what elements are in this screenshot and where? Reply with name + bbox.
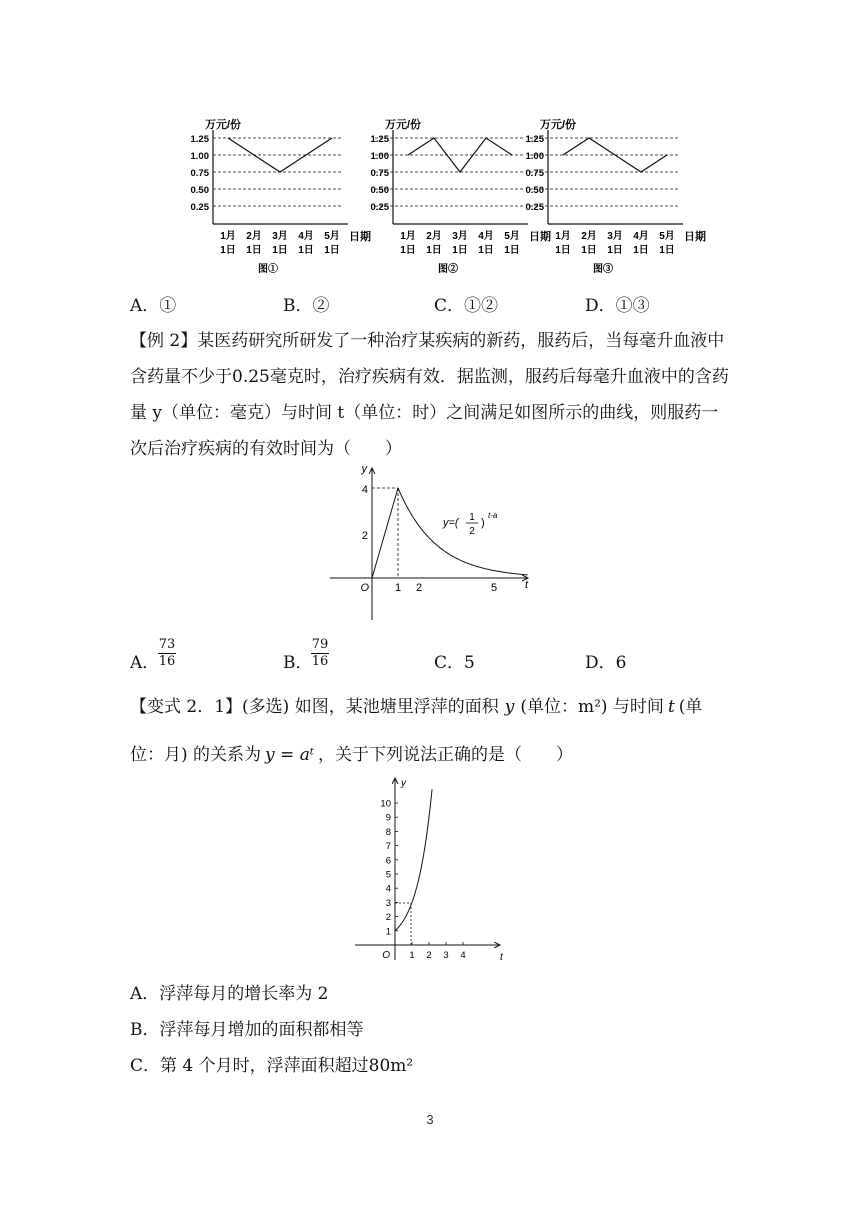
q1-option-d: D．①③ [585,296,650,316]
chart-caption: 图③ [593,264,613,275]
page-number: 3 [426,1112,434,1127]
x-tick-day: 1日 [272,245,288,256]
y-tick-label: 0.75 [190,168,209,179]
origin-label: O [382,950,390,961]
drug-concentration-graph [325,460,535,625]
x-tick-day: 1日 [400,245,416,256]
formula-denominator: 2 [469,526,475,537]
x-tick-day: 1日 [633,245,649,256]
y-tick-label: 0.25 [525,202,544,213]
y-tick-label: 0.75 [525,168,544,179]
x-tick-month: 3月 [607,231,623,242]
x-axis-label: t [500,952,503,963]
x-tick-month: 1月 [220,231,236,242]
x-tick-day: 1日 [581,245,597,256]
example2-line-2: 含药量不少于0.25毫克时，治疗疾病有效．据监测，服药后每毫升血液中的含药 [130,367,729,387]
y-tick-label: 1.00 [525,151,544,162]
variant-line-1 [130,692,702,717]
formula-rhs: ) [481,517,485,529]
example2-line-3: 量 y（单位：毫克）与时间 t（单位：时）之间满足如图所示的曲线，则服药一 [130,403,719,423]
x-tick-2: 2 [415,582,423,594]
y-axis-label: y [401,778,406,789]
y-tick-label: 3 [385,897,391,909]
y-tick-2: 2 [361,530,368,542]
x-tick-month: 3月 [272,231,288,242]
y-tick-label: 0.75 [370,168,389,179]
x-tick-month: 2月 [246,231,262,242]
x-tick-day: 1日 [246,245,262,256]
q2-option-c: C．5 [434,653,475,673]
x-tick-month: 4月 [478,231,494,242]
y-tick-label: 0.25 [370,202,389,213]
y-tick-label: 8 [385,826,391,838]
y-tick-label: 7 [385,841,391,853]
x-tick-month: 1月 [400,231,416,242]
x-tick-month: 5月 [659,231,675,242]
y-tick-label: 2 [385,912,391,924]
y-tick-label: 6 [385,855,391,867]
y-tick-label: 1 [385,926,391,938]
x-axis-label: 日期 [529,231,551,243]
formula-numerator: 1 [469,512,475,523]
x-tick-1: 1 [394,582,402,594]
x-axis-label: 日期 [349,231,371,243]
variant-line2-pre: 位：月) 的关系为 [130,745,262,765]
q1-option-b: B．② [283,296,330,316]
x-tick-day: 1日 [659,245,675,256]
duckweed-area-graph [350,770,515,965]
y-tick-label: 0.25 [190,202,209,213]
y-tick-label: 1.25 [525,134,544,145]
variant-option-c: C．第 4 个月时，浮萍面积超过80m² [130,1056,414,1076]
chart-caption: 图① [258,264,278,275]
x-tick-month: 5月 [324,231,340,242]
decay-curve [398,488,528,575]
y-tick-label: 1.25 [190,134,209,145]
x-tick-day: 1日 [298,245,314,256]
chart-caption: 图② [438,264,458,275]
y-tick-label: 5 [385,869,391,881]
x-tick-5: 5 [490,582,498,594]
variant-formula: y = aᵗ [265,745,315,765]
formula-exponent: t-a [488,511,498,520]
x-tick-day: 1日 [324,245,340,256]
variant-line2-post: ，关于下列说法正确的是（ ） [318,745,574,765]
q2-option-a-denominator: 16 [158,654,176,669]
q1-option-a: A．① [130,296,177,316]
y-axis-label: y [361,463,367,475]
growth-curve [395,789,432,931]
formula-lhs: y=( [443,517,459,529]
x-tick-day: 1日 [478,245,494,256]
q2-option-d: D．6 [585,653,627,673]
variant-var-y: y [504,697,515,717]
y-tick-label: 1.00 [190,151,209,162]
variant-line-2 [130,740,573,765]
variant-var-t: t [667,697,675,717]
price-chart-3 [526,117,707,275]
q2-option-b-fraction [311,637,329,670]
y-tick-label: 0.50 [525,185,544,196]
x-tick-label: 3 [443,950,449,961]
y-tick-label: 0.50 [370,185,389,196]
x-tick-month: 5月 [504,231,520,242]
y-axis-label: 万元/份 [540,119,577,131]
x-axis-label: t [525,579,529,591]
y-tick-label: 4 [385,883,391,895]
origin-label: O [360,582,369,594]
x-tick-day: 1日 [555,245,571,256]
x-tick-label: 1 [409,950,415,961]
y-tick-label: 0.50 [190,185,209,196]
x-tick-month: 2月 [581,231,597,242]
x-tick-day: 1日 [504,245,520,256]
y-tick-label: 10 [380,798,391,810]
y-axis-label: 万元/份 [205,119,242,131]
y-tick-4: 4 [361,484,368,496]
top-charts [170,110,706,280]
q2-option-b-letter: B． [283,653,313,673]
q2-option-b-numerator: 79 [311,637,329,652]
price-chart-2 [371,117,552,275]
y-tick-label: 1.00 [370,151,389,162]
variant-line1-post: (单 [678,697,703,717]
example2-line-1: 【例 2】某医药研究所研发了一种治疗某疾病的新药，服药后，当每毫升血液中 [130,331,725,351]
x-tick-label: 4 [460,950,466,961]
x-tick-month: 1月 [555,231,571,242]
variant-option-a: A．浮萍每月的增长率为 2 [130,984,329,1004]
x-tick-month: 4月 [298,231,314,242]
variant-line1-unit: (单位：m²) 与时间 [520,697,664,717]
q2-option-b-denominator: 16 [311,654,329,669]
rising-segment [372,488,398,578]
price-chart-1 [191,117,372,275]
x-tick-day: 1日 [426,245,442,256]
q2-option-a-numerator: 73 [158,637,176,652]
x-tick-day: 1日 [607,245,623,256]
x-axis-label: 日期 [684,231,706,243]
variant-option-b: B．浮萍每月增加的面积都相等 [130,1020,364,1040]
x-tick-day: 1日 [220,245,236,256]
y-tick-label: 9 [385,812,391,824]
x-tick-day: 1日 [452,245,468,256]
example2-line-4: 次后治疗疾病的有效时间为（ ） [130,439,402,459]
variant-line1-pre: 【变式 2．1】(多选) 如图，某池塘里浮萍的面积 [130,697,499,717]
q1-option-c: C．①② [434,296,499,316]
x-tick-month: 3月 [452,231,468,242]
x-tick-month: 4月 [633,231,649,242]
q2-option-a-fraction [158,637,176,670]
y-tick-label: 1.25 [370,134,389,145]
y-axis-label: 万元/份 [385,119,422,131]
q2-option-a-letter: A． [130,653,160,673]
x-tick-label: 2 [426,950,432,961]
x-tick-month: 2月 [426,231,442,242]
